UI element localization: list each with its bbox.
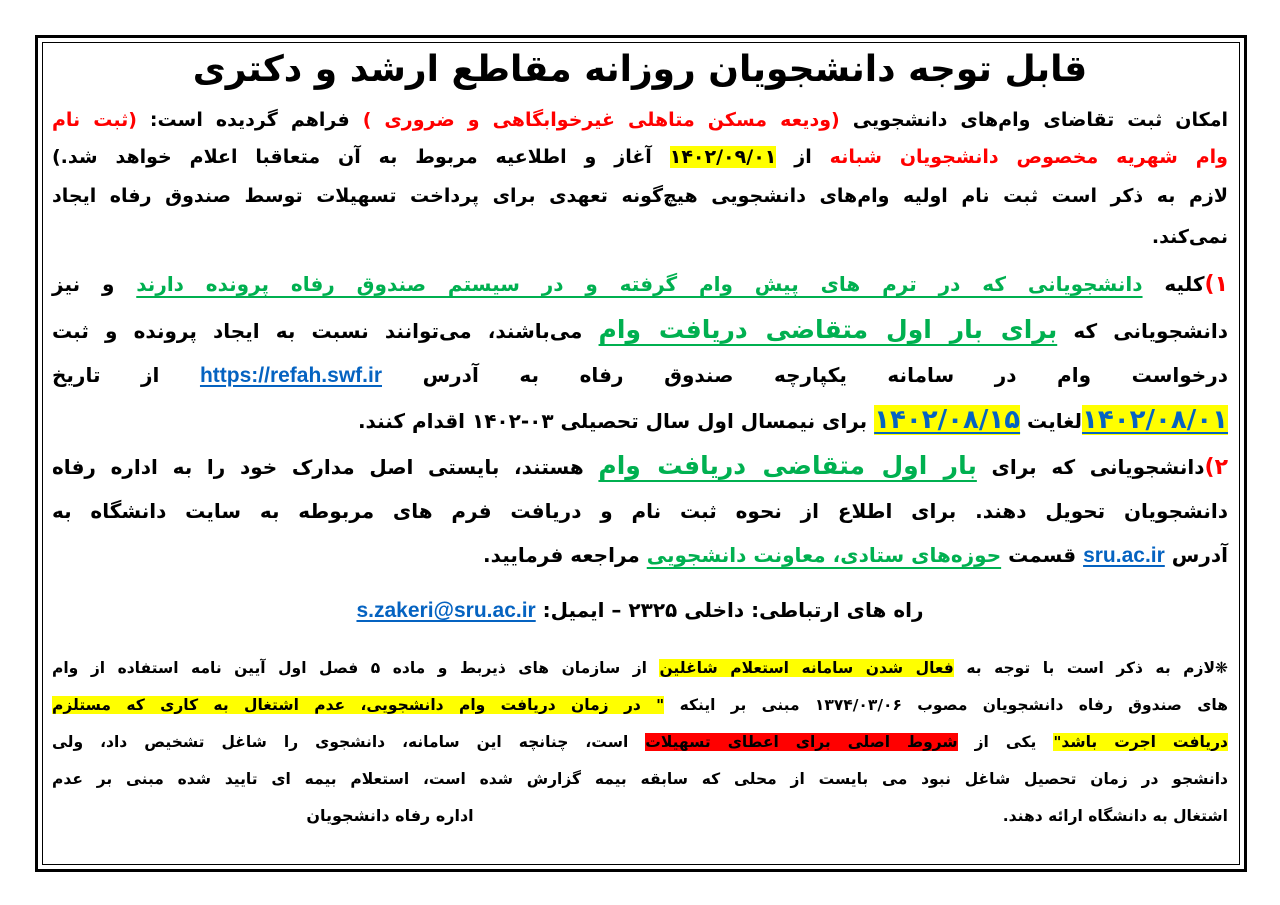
note-text: است، چنانچه این سامانه، دانشجوی را شاغل تشخیص داد، ولی <box>52 733 646 751</box>
section2-line-1 <box>52 444 1228 488</box>
registration-end-date: ۱۴۰۲/۰۸/۱۵ <box>874 405 1021 435</box>
intro-line-4 <box>52 219 1228 255</box>
section2-line-2 <box>52 489 1228 533</box>
page-title: قابل توجه دانشجویان روزانه مقاطع ارشد و دکتری <box>192 49 1088 90</box>
regulation-quote-highlight: " در زمان دریافت وام دانشجویی، عدم اشتغال به کاری که مستلزم <box>52 696 665 714</box>
section-text: آدرس <box>1164 543 1228 567</box>
section1-line-4 <box>52 398 1228 442</box>
section-text: از تاریخ <box>52 363 200 387</box>
university-site-link[interactable]: sru.ac.ir <box>1083 544 1165 567</box>
night-tuition-loan-text: وام شهریه مخصوص دانشجویان شبانه <box>829 146 1228 168</box>
section1-line-1 <box>52 262 1228 306</box>
intro-line-1 <box>52 102 1228 138</box>
section-number: ۲) <box>1204 455 1229 480</box>
registration-note-text: (ثبت نام <box>52 109 137 131</box>
contact-line <box>52 588 1228 632</box>
note-line-1 <box>52 651 1228 685</box>
first-time-applicants-text: بار اول متقاضی دریافت وام <box>598 451 977 480</box>
note-line-3 <box>52 725 1228 759</box>
contact-label: راه های ارتباطی: داخلی ۲۳۲۵ – ایمیل: <box>535 598 924 622</box>
intro-text: فراهم گردیده است: <box>136 109 363 131</box>
section-text: مراجعه فرمایید. <box>483 543 647 567</box>
intro-line-2 <box>52 139 1228 175</box>
refah-portal-link[interactable]: https://refah.swf.ir <box>199 364 382 387</box>
note-line-2 <box>52 688 1228 722</box>
section2-line-3 <box>52 533 1228 577</box>
intro-text: لازم به ذکر است ثبت نام اولیه وام‌های دانشجویی هیچ‌گونه تعهدی برای پرداخت تسهیلات توسط صندوق رفاه ایجاد <box>52 185 1228 207</box>
note-text: های صندوق رفاه دانشجویان مصوب ۱۳۷۴/۰۳/۰۶ مبنی بر اینکه <box>664 696 1229 714</box>
regulation-quote-highlight: دریافت اجرت باشد" <box>1053 733 1229 751</box>
employment-inquiry-highlight: فعال شدن سامانه استعلام شاغلین <box>659 659 954 677</box>
note-text: لازم به ذکر است با توجه به <box>953 659 1215 677</box>
note-text: دانشجو در زمان تحصیل شاغل نبود می بایست از محلی که سابقه بیمه گزارش شده است، استعلام بیمه ای تایید شده مبنی بر عدم <box>52 770 1228 788</box>
section-text: دانشجویانی که برای <box>976 455 1205 479</box>
student-affairs-section-text: حوزه‌های ستادی، معاونت دانشجویی <box>646 543 1002 567</box>
section-text: قسمت <box>1001 543 1084 567</box>
intro-line-3 <box>52 178 1228 214</box>
note-line-4 <box>52 762 1228 796</box>
loan-types-text: (ودیعه مسکن متاهلی غیرخوابگاهی و ضروری ) <box>362 109 840 131</box>
section-text: کلیه <box>1142 272 1205 296</box>
section-text: و نیز <box>52 272 137 296</box>
section-number: ۱) <box>1204 272 1228 297</box>
section-text: برای نیمسال اول سال تحصیلی ۰۳-۱۴۰۲ اقدام کنند. <box>357 409 875 433</box>
intro-text: امکان ثبت تقاضای وام‌های دانشجویی <box>839 109 1228 131</box>
section-text: دانشجویان تحویل دهند. برای اطلاع از نحوه ثبت نام و دریافت فرم های مربوطه به سایت دانشگاه به <box>52 499 1228 523</box>
intro-text: نمی‌کند. <box>1151 226 1228 248</box>
section1-line-3 <box>52 353 1228 397</box>
tuition-start-date: ۱۴۰۲/۰۹/۰۱ <box>669 146 777 168</box>
first-time-applicants-text: برای بار اول متقاضی دریافت وام <box>598 315 1058 344</box>
contact-email-link[interactable]: s.zakeri@sru.ac.ir <box>356 599 536 622</box>
signature: اداره رفاه دانشجویان <box>306 806 474 825</box>
note-text: اشتغال به دانشگاه ارائه دهند. <box>1002 807 1228 825</box>
main-conditions-highlight: شروط اصلی برای اعطای تسهیلات <box>645 733 958 751</box>
note-text: یکی از <box>957 733 1054 751</box>
note-line-5 <box>52 799 1228 833</box>
section1-line-2 <box>52 308 1228 352</box>
intro-text: آغاز و اطلاعیه مربوط به آن متعاقبا اعلام خواهد شد.) <box>52 146 670 168</box>
returning-students-text: دانشجویانی که در ترم های پیش وام گرفته و در سیستم صندوق رفاه پرونده دارند <box>136 272 1143 296</box>
section-text: درخواست وام در سامانه یکپارچه صندوق رفاه به آدرس <box>382 363 1228 387</box>
section-text: دانشجویانی که <box>1057 319 1228 343</box>
note-text: از سازمان های ذیربط و ماده ۵ فصل اول آیین نامه استفاده از وام <box>52 659 660 677</box>
section-text: لغایت <box>1020 409 1083 433</box>
registration-start-date: ۱۴۰۲/۰۸/۰۱ <box>1082 405 1228 435</box>
section-text: می‌باشند، می‌توانند نسبت به ایجاد پرونده و ثبت <box>52 319 599 343</box>
section-text: هستند، بایستی اصل مدارک خود را به اداره رفاه <box>52 455 599 479</box>
intro-text: از <box>776 146 830 168</box>
note-star-icon: ❋ <box>1215 659 1228 677</box>
